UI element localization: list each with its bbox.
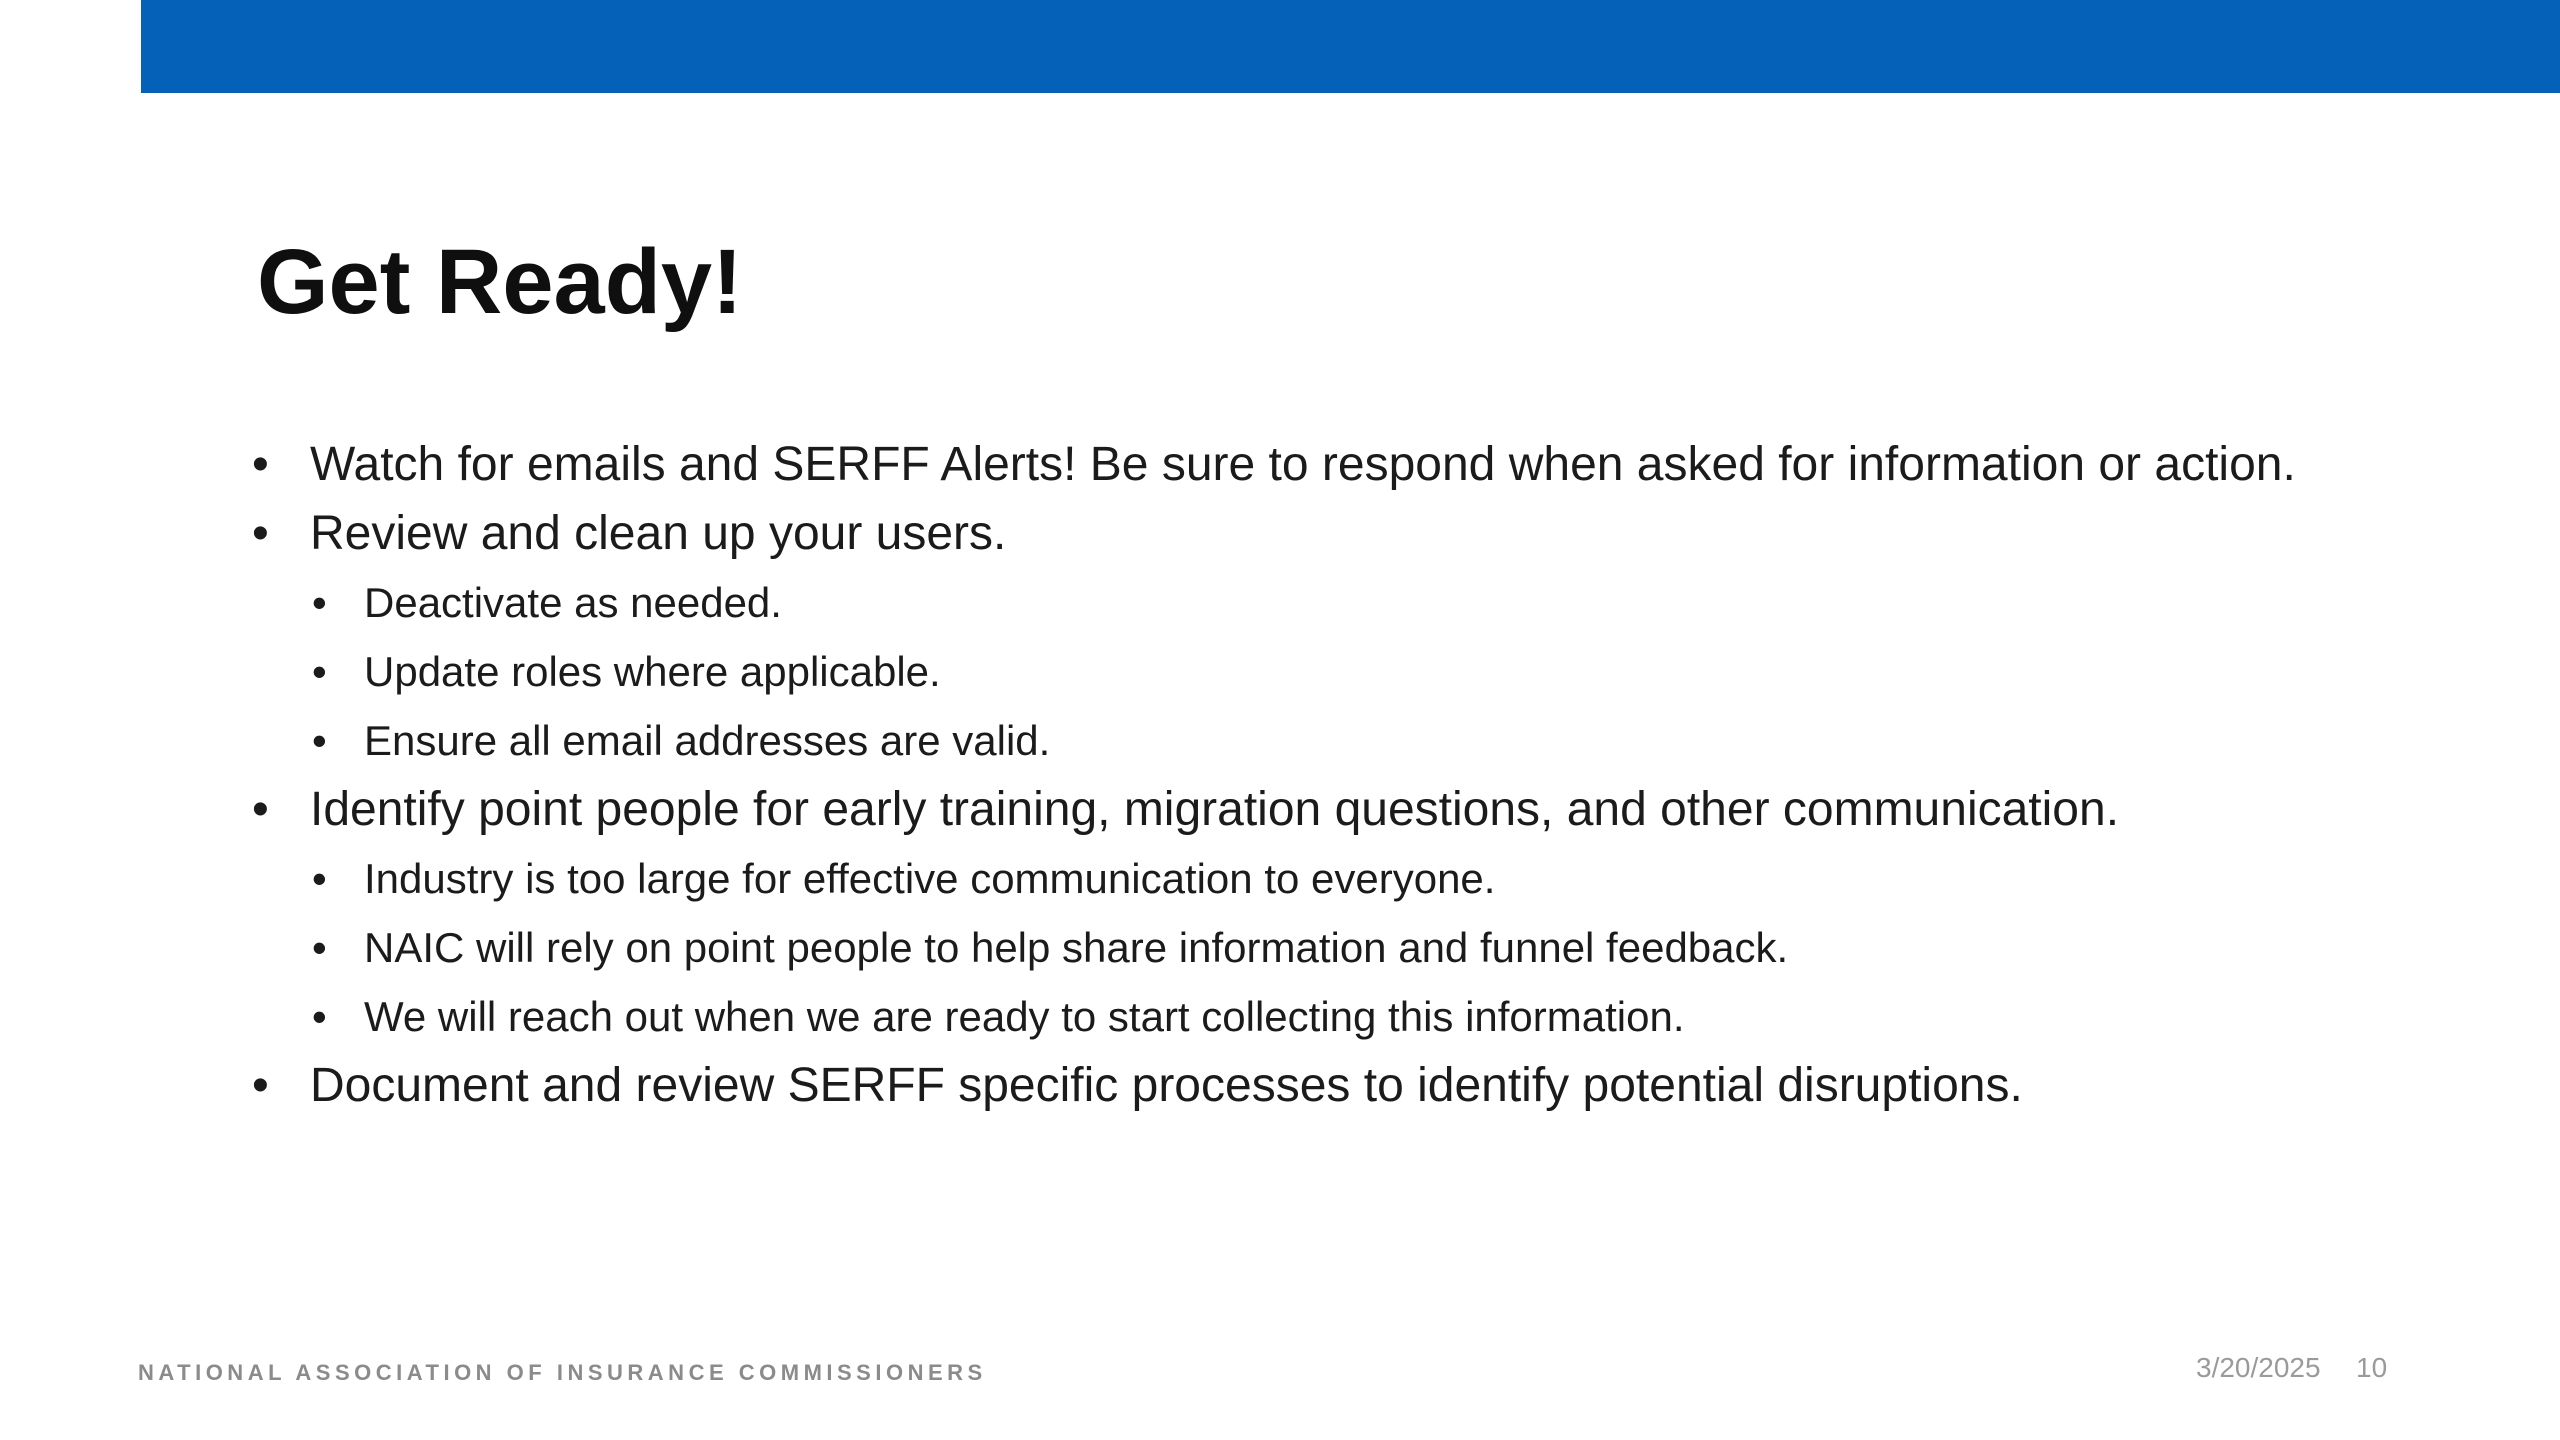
slide-title: Get Ready! <box>257 231 743 333</box>
bullet-text: Update roles where applicable. <box>364 648 941 695</box>
bullet-text: Ensure all email addresses are valid. <box>364 717 1051 764</box>
bullet-icon: • <box>252 438 269 491</box>
bullet-icon: • <box>252 783 269 836</box>
sub-bullet-item <box>0 982 2515 1051</box>
bullet-icon: • <box>252 1059 269 1112</box>
bullet-item <box>0 775 2515 844</box>
bullet-icon: • <box>312 648 327 695</box>
footer-date: 3/20/2025 <box>2196 1352 2321 1383</box>
sub-bullet-item <box>0 706 2515 775</box>
bullet-text: Deactivate as needed. <box>364 579 782 626</box>
bullet-text: Watch for emails and SERFF Alerts! Be sure to respond when asked for information or action. <box>310 438 2296 491</box>
bullet-text: Industry is too large for effective communication to everyone. <box>364 855 1496 902</box>
bullet-item <box>0 499 2515 568</box>
bullet-text: NAIC will rely on point people to help share information and funnel feedback. <box>364 924 1789 971</box>
bullet-list <box>0 430 2515 1120</box>
sub-bullet-item <box>0 637 2515 706</box>
bullet-item <box>0 430 2515 499</box>
bullet-icon: • <box>312 993 327 1040</box>
footer-organization: NATIONAL ASSOCIATION OF INSURANCE COMMISSIONERS <box>138 1360 987 1385</box>
bullet-icon: • <box>312 924 327 971</box>
bullet-text: Review and clean up your users. <box>310 507 1007 560</box>
sub-bullet-item <box>0 568 2515 637</box>
bullet-text: Document and review SERFF specific processes to identify potential disruptions. <box>310 1059 2023 1112</box>
sub-bullet-item <box>0 913 2515 982</box>
bullet-icon: • <box>312 855 327 902</box>
bullet-icon: • <box>252 507 269 560</box>
footer-page-number: 10 <box>2356 1352 2388 1383</box>
bullet-item <box>0 1051 2515 1120</box>
bullet-text: We will reach out when we are ready to start collecting this information. <box>364 993 1685 1040</box>
bullet-text: Identify point people for early training, migration questions, and other communication. <box>310 783 2120 836</box>
sub-bullet-item <box>0 844 2515 913</box>
bullet-icon: • <box>312 717 327 764</box>
top-accent-bar <box>141 0 2560 93</box>
bullet-icon: • <box>312 579 327 626</box>
